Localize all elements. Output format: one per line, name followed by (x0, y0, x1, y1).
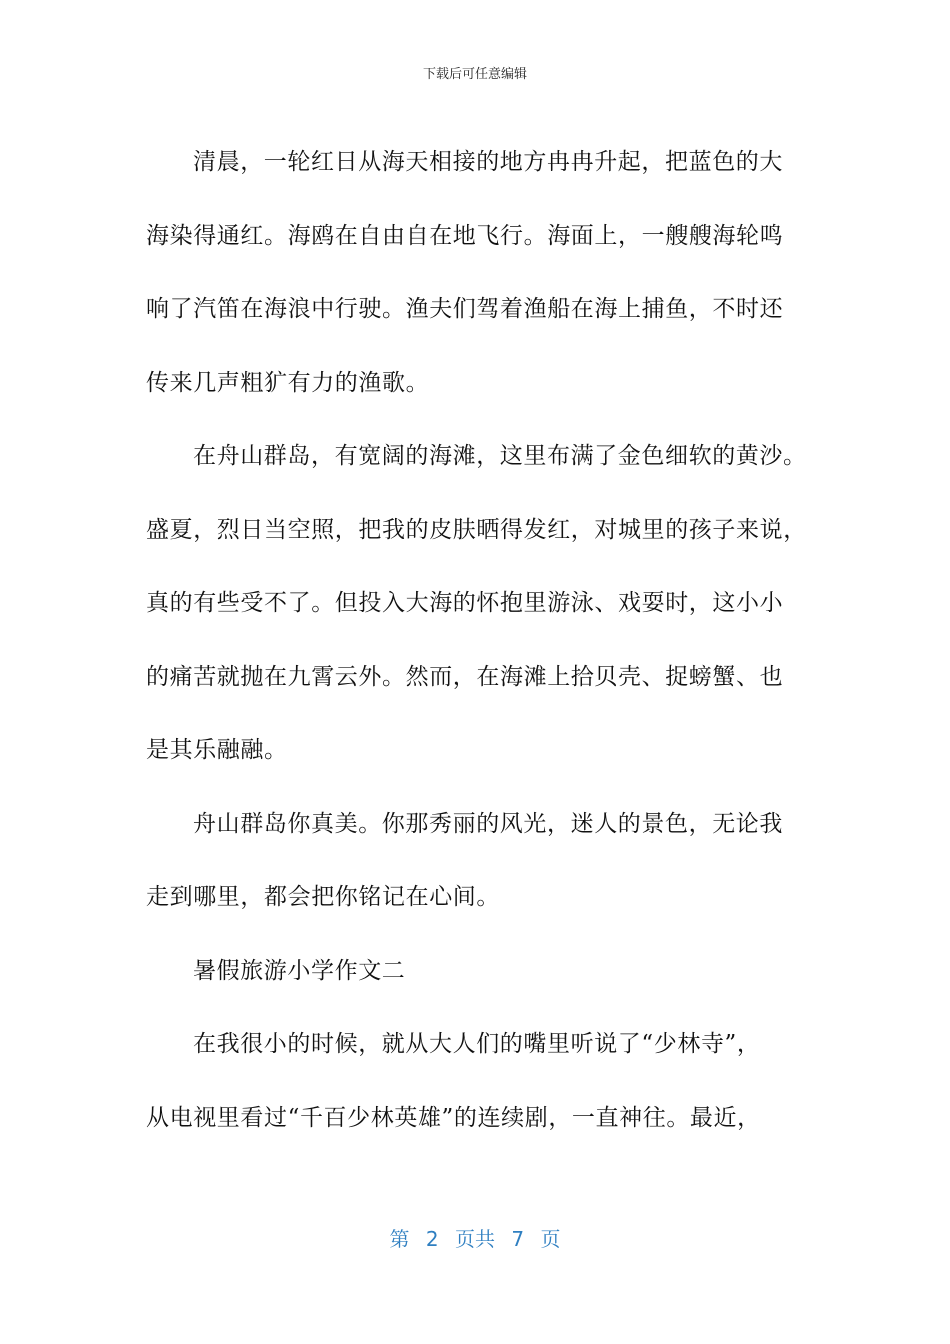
footer-middle: 页共 (455, 1227, 495, 1251)
footer-suffix: 页 (540, 1227, 561, 1251)
text-line: 海染得通红。海鸥在自由自在地飞行。海面上，一艘艘海轮鸣 (146, 222, 784, 249)
footer-prefix: 第 (389, 1227, 410, 1251)
text-line: 走到哪里，都会把你铭记在心间。 (146, 884, 500, 910)
footer-current-page: 2 (425, 1227, 439, 1251)
section-heading: 暑假旅游小学作文二 (193, 957, 406, 984)
text-line: 传来几声粗犷有力的渔歌。 (146, 369, 430, 396)
page-header: 下载后可任意编辑 (422, 67, 527, 82)
text-line: 真的有些受不了。但投入大海的怀抱里游泳、戏耍时，这小小 (146, 590, 784, 616)
page-footer (0, 1225, 950, 1253)
text-line: 舟山群岛你真美。你那秀丽的风光，迷人的景色，无论我 (193, 810, 783, 837)
text-line: 在舟山群岛，有宽阔的海滩，这里布满了金色细软的黄沙。 (193, 443, 807, 469)
text-line: 是其乐融融。 (146, 737, 288, 763)
text-line: 响了汽笛在海浪中行驶。渔夫们驾着渔船在海上捕鱼，不时还 (146, 296, 784, 322)
text-line: 在我很小的时候，就从大人们的嘴里听说了“少林寺”， (193, 1031, 761, 1057)
text-line: 的痛苦就抛在九霄云外。然而，在海滩上拾贝壳、捉螃蟹、也 (146, 663, 784, 690)
body-text (146, 126, 826, 1155)
text-line: 盛夏，烈日当空照，把我的皮肤晒得发红，对城里的孩子来说， (146, 516, 807, 543)
footer-total-pages: 7 (511, 1227, 525, 1251)
text-line: 清晨，一轮红日从海天相接的地方冉冉升起，把蓝色的大 (193, 149, 783, 175)
text-line: 从电视里看过“千百少林英雄”的连续剧，一直神往。最近， (146, 1104, 761, 1131)
